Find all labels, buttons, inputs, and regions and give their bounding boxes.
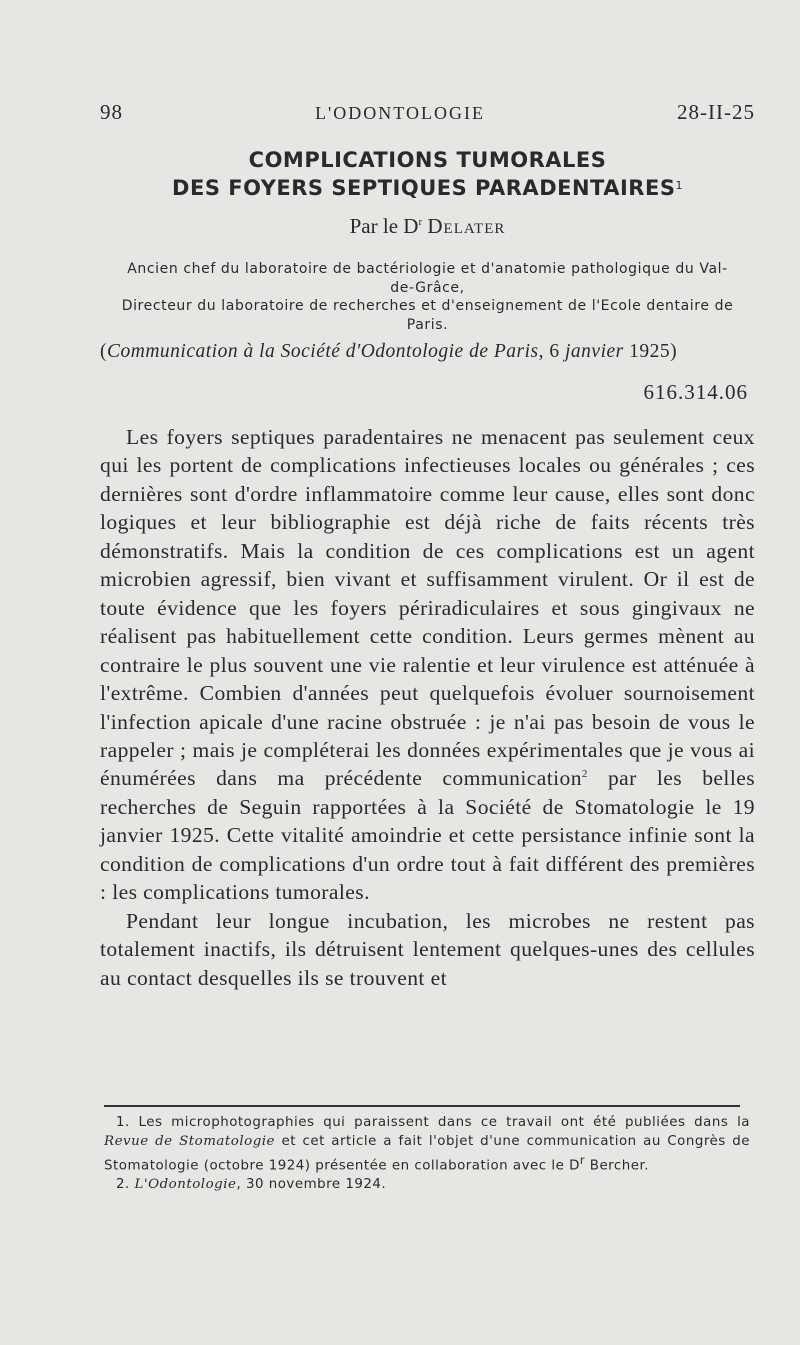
issue-date: 28-II-25 <box>677 100 755 124</box>
paragraph-1-part-b: par les belles recherches de Seguin rapportées à la Société de Stomatologie le 19 janvier 1925. Cette vitalité amoindrie et cette persistance infinie sont la condition de complications d'un ordre tout à fait différent des premières : les complications tumorales. <box>100 766 756 905</box>
footnote-1-part-c: Bercher. <box>585 1158 650 1174</box>
title-footnote-mark: 1 <box>675 179 683 192</box>
communication-note <box>100 341 755 363</box>
footnote-rule <box>104 1105 740 1107</box>
footnote-2-number: 2. <box>116 1177 135 1193</box>
paragraph-1 <box>100 423 755 907</box>
journal-title: L'ODONTOLOGIE <box>315 103 485 123</box>
footnotes <box>104 1113 750 1194</box>
byline <box>100 214 755 239</box>
article-body <box>100 423 755 992</box>
communication-month: janvier <box>565 341 624 362</box>
footnote-2-part-b: , 30 novembre 1924. <box>236 1177 387 1193</box>
footnote-ref-2: 2 <box>581 768 588 781</box>
byline-sup: r <box>418 216 423 228</box>
affiliation-1: Ancien chef du laboratoire de bactériologie et d'anatomie pathologique du Val-de-Grâce, <box>127 261 728 296</box>
communication-day: 6 <box>544 341 565 362</box>
running-head <box>100 100 755 130</box>
footnote-2-journal: L'Odontologie <box>134 1177 237 1193</box>
footnote-1-part-b: et cet article a fait l'objet d'une communication au Congrès de Stomatologie (octobre 1924) présentée en collaboration avec le D <box>104 1134 750 1174</box>
paragraph-2: Pendant leur longue incubation, les microbes ne restent pas totalement inactifs, ils détruisent lentement quelques-unes des cellules au contact desquelles ils se trouvent et <box>100 908 755 990</box>
footnote-1-journal: Revue de Stomatologie <box>104 1134 275 1149</box>
page-number: 98 <box>100 100 123 124</box>
author-affiliations <box>115 260 740 334</box>
udc-classification: 616.314.06 <box>643 380 748 404</box>
footnote-1 <box>104 1113 750 1175</box>
communication-open: ( <box>100 341 107 362</box>
title-line-1: COMPLICATIONS TUMORALES <box>248 148 607 172</box>
article-title <box>100 146 755 202</box>
communication-year: 1925) <box>623 341 678 362</box>
paragraph-1-part-a: Les foyers septiques paradentaires ne menacent pas seulement ceux qui les portent de complications infectieuses locales ou générales ; ces dernières sont d'ordre inflammatoire comme leur cause, elles sont donc logiques et leur bibliographie est déjà riche de faits récents très démonstratifs. Mais la condition de ces complications est un agent microbien agressif, bien vivant et suffisamment virulent. Or il est de toute évidence que les foyers périradiculaires et sous gingivaux ne réalisent pas habituellement cette condition. Leurs germes mènent au contraire le plus souvent une vie ralentie et leur virulence est atténuée à l'extrême. Combien d'années peut quelquefois évoluer sournoisement l'infection apicale d'une racine obstruée : je n'ai pas besoin de vous le rappeler ; mais je compléterai les données expérimentales que je vous ai énumérées dans ma précédente communication <box>100 425 755 791</box>
affiliation-2: Directeur du laboratoire de recherches et d'enseignement de l'Ecole dentaire de Paris. <box>121 298 734 333</box>
footnote-1-sup: r <box>579 1154 585 1167</box>
author-name: Delater <box>427 214 506 238</box>
communication-venue: Communication à la Société d'Odontologie de Paris, <box>107 341 544 362</box>
footnote-1-part-a: 1. Les microphotographies qui paraissent dans ce travail ont été publiées dans la <box>116 1115 750 1130</box>
byline-prefix: Par le D <box>349 214 419 238</box>
footnote-2 <box>104 1175 750 1194</box>
title-line-2-text: DES FOYERS SEPTIQUES PARADENTAIRES <box>172 176 676 200</box>
title-line-2 <box>100 174 755 202</box>
